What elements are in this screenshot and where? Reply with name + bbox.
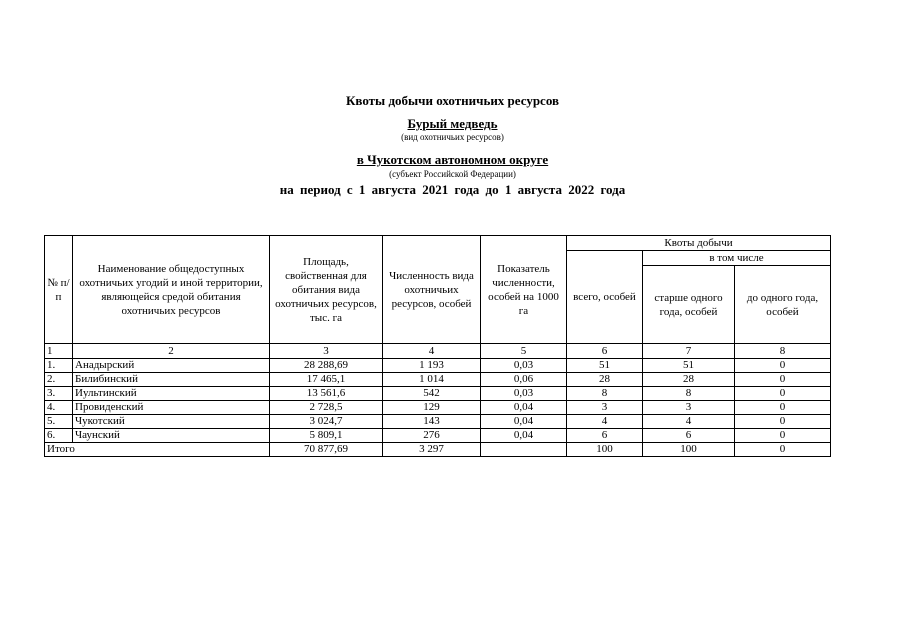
header-including: в том числе	[643, 251, 831, 266]
quota-younger-value: 0	[735, 401, 831, 415]
column-number-row	[45, 344, 831, 359]
quota-younger-value: 0	[735, 387, 831, 401]
quota-younger-value: 0	[735, 429, 831, 443]
quota-total-value: 6	[567, 429, 643, 443]
population-value: 542	[383, 387, 481, 401]
density-value: 0,04	[481, 415, 567, 429]
population-value: 1 193	[383, 359, 481, 373]
period-line: на период с 1 августа 2021 года до 1 августа 2022 года	[279, 182, 626, 197]
quota-younger-value: 0	[735, 373, 831, 387]
total-quota: 100	[567, 443, 643, 457]
col-number: 1	[45, 344, 73, 359]
col-number: 6	[567, 344, 643, 359]
row-number: 5.	[45, 415, 73, 429]
quota-total-value: 8	[567, 387, 643, 401]
total-younger: 0	[735, 443, 831, 457]
quota-older-value: 8	[643, 387, 735, 401]
territory-name: Анадырский	[73, 359, 270, 373]
area-value: 28 288,69	[270, 359, 383, 373]
total-row	[45, 443, 831, 457]
header-older: старше одного года, особей	[643, 266, 735, 344]
territory-name: Чаунский	[73, 429, 270, 443]
total-area: 70 877,69	[270, 443, 383, 457]
quota-table	[44, 235, 831, 457]
density-value: 0,03	[481, 359, 567, 373]
header-name: Наименование общедоступных охотничьих угодий и иной территории, являющейся средой обитания охотничьих ресурсов	[73, 236, 270, 344]
row-number: 3.	[45, 387, 73, 401]
quota-older-value: 6	[643, 429, 735, 443]
quota-older-value: 4	[643, 415, 735, 429]
area-value: 17 465,1	[270, 373, 383, 387]
header-population: Численность вида охотничьих ресурсов, особей	[383, 236, 481, 344]
table-row	[45, 415, 831, 429]
total-density	[481, 443, 567, 457]
area-value: 2 728,5	[270, 401, 383, 415]
density-value: 0,03	[481, 387, 567, 401]
quota-total-value: 28	[567, 373, 643, 387]
population-value: 129	[383, 401, 481, 415]
density-value: 0,06	[481, 373, 567, 387]
quota-total-value: 3	[567, 401, 643, 415]
territory-name: Провиденский	[73, 401, 270, 415]
table-row	[45, 359, 831, 373]
col-number: 7	[643, 344, 735, 359]
header-num: № п/п	[45, 236, 73, 344]
col-number: 3	[270, 344, 383, 359]
table-row	[45, 387, 831, 401]
species-name: Бурый медведь	[407, 116, 498, 131]
territory-name: Иультинский	[73, 387, 270, 401]
table-row	[45, 429, 831, 443]
quota-total-value: 51	[567, 359, 643, 373]
row-number: 6.	[45, 429, 73, 443]
density-value: 0,04	[481, 401, 567, 415]
table-row	[45, 401, 831, 415]
population-value: 276	[383, 429, 481, 443]
col-number: 2	[73, 344, 270, 359]
quota-older-value: 3	[643, 401, 735, 415]
region-caption: (субъект Российской Федерации)	[389, 169, 516, 179]
col-number: 4	[383, 344, 481, 359]
row-number: 1.	[45, 359, 73, 373]
quota-total-value: 4	[567, 415, 643, 429]
header-area: Площадь, свойственная для обитания вида охотничьих ресурсов, тыс. га	[270, 236, 383, 344]
species-caption: (вид охотничьих ресурсов)	[401, 132, 504, 142]
region-name: в Чукотском автономном округе	[356, 152, 549, 167]
row-number: 2.	[45, 373, 73, 387]
territory-name: Чукотский	[73, 415, 270, 429]
quota-older-value: 28	[643, 373, 735, 387]
territory-name: Билибинский	[73, 373, 270, 387]
header-younger: до одного года, особей	[735, 266, 831, 344]
population-value: 1 014	[383, 373, 481, 387]
quota-older-value: 51	[643, 359, 735, 373]
area-value: 13 561,6	[270, 387, 383, 401]
population-value: 143	[383, 415, 481, 429]
table-row	[45, 373, 831, 387]
header-density: Показатель численности, особей на 1000 га	[481, 236, 567, 344]
header-quota-total: всего, особей	[567, 251, 643, 344]
row-number: 4.	[45, 401, 73, 415]
quota-younger-value: 0	[735, 359, 831, 373]
area-value: 5 809,1	[270, 429, 383, 443]
total-label: Итого	[45, 443, 270, 457]
area-value: 3 024,7	[270, 415, 383, 429]
header-quota-group: Квоты добычи	[567, 236, 831, 251]
col-number: 5	[481, 344, 567, 359]
col-number: 8	[735, 344, 831, 359]
total-older: 100	[643, 443, 735, 457]
density-value: 0,04	[481, 429, 567, 443]
document-title: Квоты добычи охотничьих ресурсов	[345, 93, 560, 108]
total-population: 3 297	[383, 443, 481, 457]
quota-younger-value: 0	[735, 415, 831, 429]
